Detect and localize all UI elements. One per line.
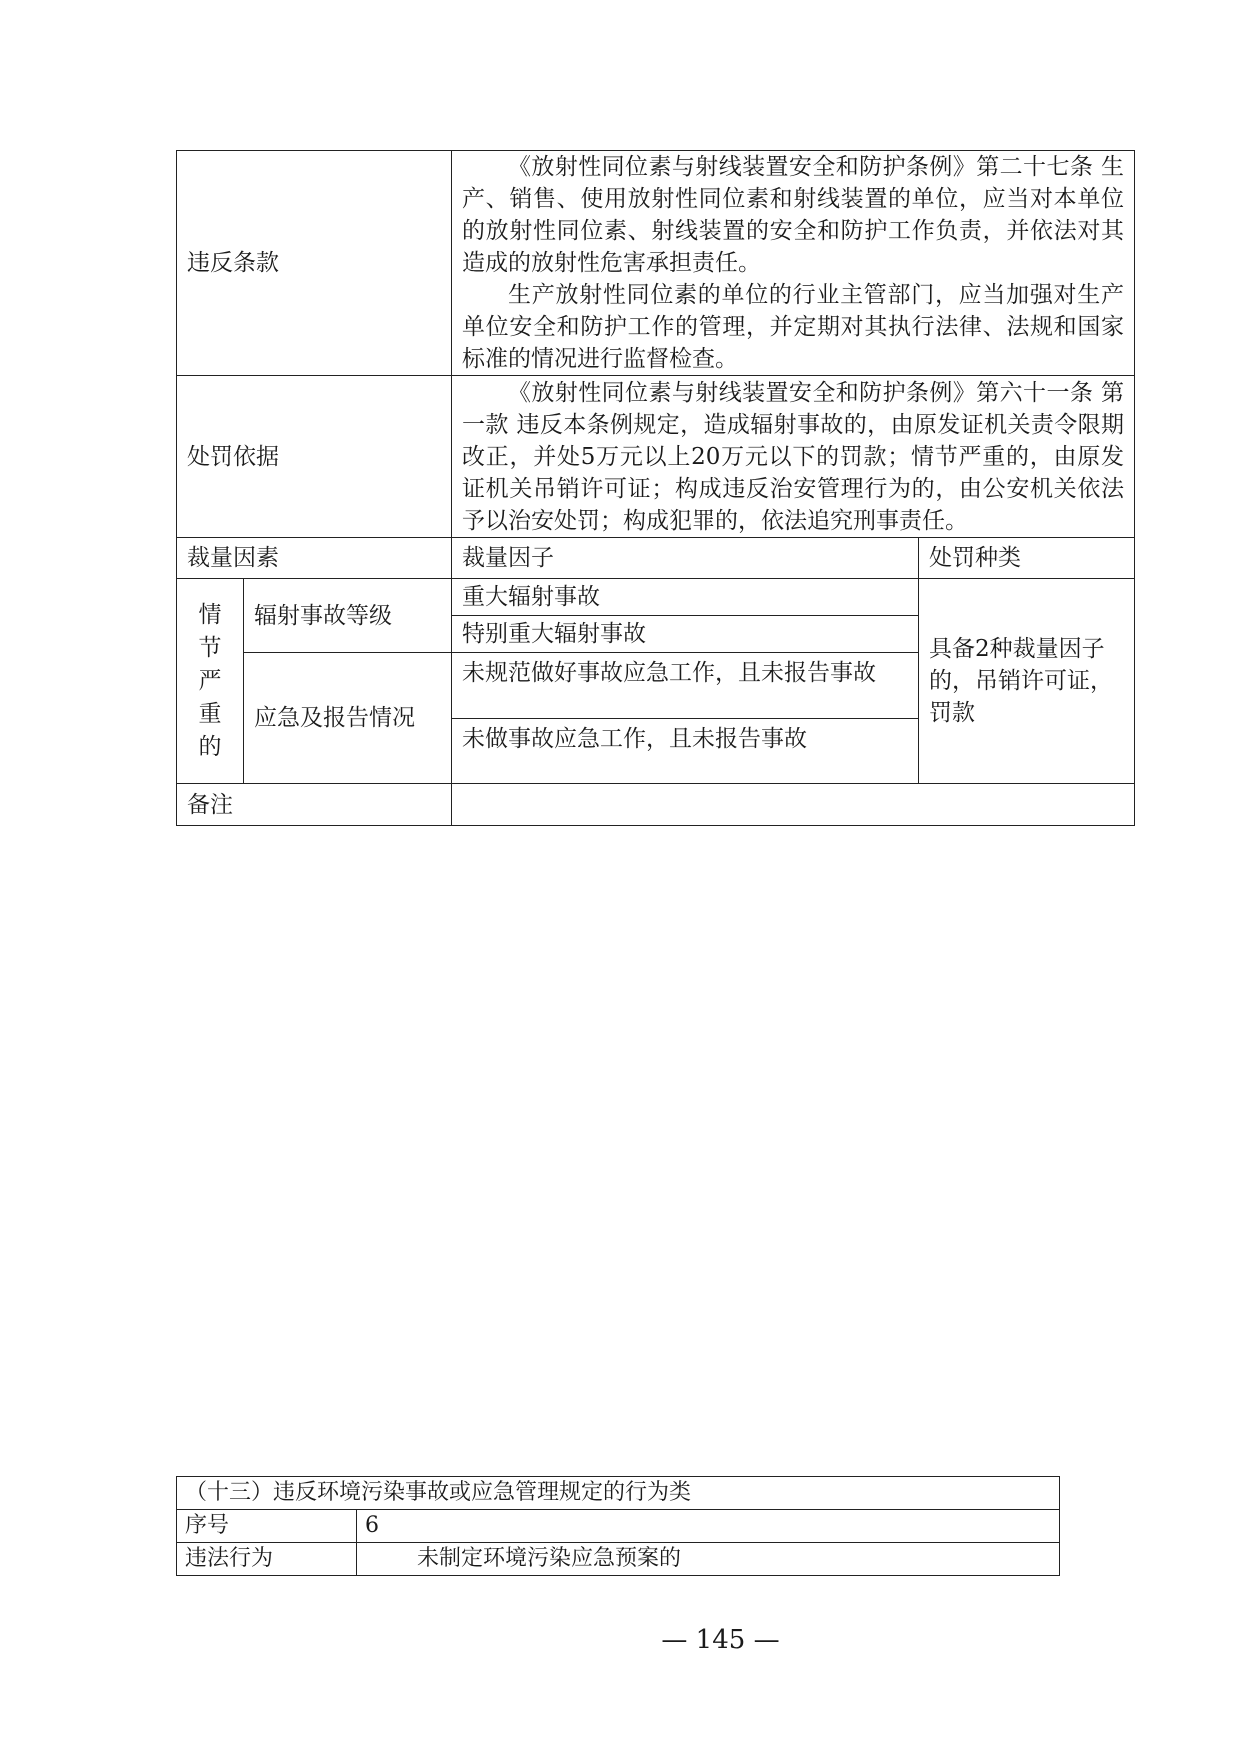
severity-char: 的 [198,733,222,760]
severity-char: 严 [198,667,222,694]
violation-label: 违反条款 [177,151,452,376]
basis-para-1: 《放射性同位素与射线装置安全和防护条例》第六十一条 第一款 违反本条例规定，造成辐射事故的，由原发证机关责令限期改正，并处5万元以上20万元以下的罚款；情节严重的，由原发证机关吊销许可证；构成违反治安管理行为的，由公安机关依法予以治安处罚；构成犯罪的，依法追究刑事责任。 [462,379,1124,534]
penalty-header: 处罚种类 [919,538,1135,579]
serial-value: 6 [357,1510,1060,1543]
group1-item-1: 重大辐射事故 [452,579,919,616]
severity-char: 重 [198,700,222,727]
category-table [176,1476,1060,1576]
violation-para-2: 生产放射性同位素的单位的行业主管部门，应当加强对生产单位安全和防护工作的管理，并定期对其执行法律、法规和国家标准的情况进行监督检查。 [462,282,1124,372]
penalty-value: 具备2种裁量因子的，吊销许可证，罚款 [919,579,1135,784]
remarks-value [452,784,1135,826]
behavior-row [177,1543,1060,1576]
section-title: （十三）违反环境污染事故或应急管理规定的行为类 [177,1477,1060,1510]
factor-sub-header: 裁量因子 [452,538,919,579]
severity-label [177,579,244,784]
group1-item-2: 特别重大辐射事故 [452,616,919,653]
group2-label: 应急及报告情况 [244,653,452,784]
group1-label: 辐射事故等级 [244,579,452,653]
basis-label: 处罚依据 [177,376,452,538]
severity-row-1 [177,579,1135,616]
violation-content [452,151,1135,376]
group2-item-2: 未做事故应急工作，且未报告事故 [452,719,919,784]
severity-char: 节 [198,634,222,661]
serial-label: 序号 [177,1510,357,1543]
basis-content [452,376,1135,538]
header-row [177,538,1135,579]
penalty-table [176,150,1135,826]
remarks-label: 备注 [177,784,452,826]
behavior-label: 违法行为 [177,1543,357,1576]
section-title-row [177,1477,1060,1510]
violation-row [177,151,1135,376]
remarks-row [177,784,1135,826]
violation-para-1: 《放射性同位素与射线装置安全和防护条例》第二十七条 生产、销售、使用放射性同位素和射线装置的单位，应当对本单位的放射性同位素、射线装置的安全和防护工作负责，并依法对其造成的放射性危害承担责任。 [462,154,1124,276]
page-number: — 145 — [661,1625,780,1655]
group2-item-1: 未规范做好事故应急工作，且未报告事故 [452,653,919,719]
serial-row [177,1510,1060,1543]
basis-row [177,376,1135,538]
severity-char: 情 [198,601,222,628]
behavior-value: 未制定环境污染应急预案的 [357,1543,1060,1576]
factor-header: 裁量因素 [177,538,452,579]
